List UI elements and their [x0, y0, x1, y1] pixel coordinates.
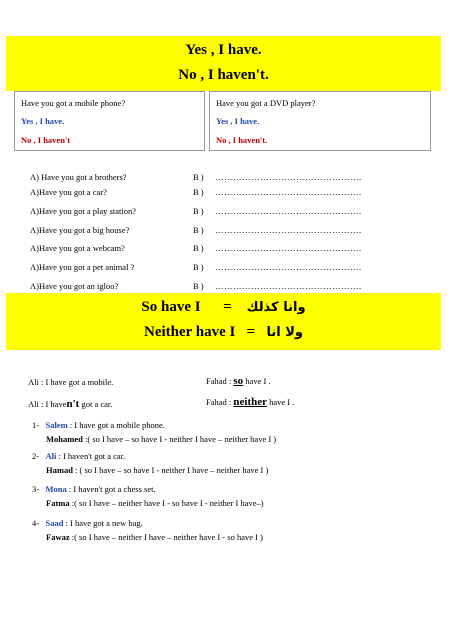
exercise-b-label: B ) — [193, 225, 204, 235]
dialog-ali-1: Ali : I have got a mobile. — [28, 377, 114, 387]
speaker-name: Ali — [45, 451, 57, 461]
example-no: No , I haven't — [21, 135, 71, 145]
example-question: Have you got a mobile phone? — [21, 98, 126, 108]
exercise-question: A)Have you got a big house? — [30, 225, 130, 235]
exercise-question: A)Have you got a webcam? — [30, 243, 125, 253]
equals-sign: = — [246, 324, 256, 340]
equals-sign: = — [223, 299, 232, 315]
speaker-label: Fahad : — [206, 397, 232, 407]
emphasis-word: so — [233, 375, 244, 387]
exercise-row — [30, 281, 430, 293]
item-number: 2- — [32, 451, 40, 461]
emphasis-word: n't — [66, 398, 80, 410]
item-2-response — [46, 465, 268, 475]
item-3-response — [46, 498, 264, 508]
exercise-row — [30, 243, 430, 255]
exercise-row — [30, 262, 430, 274]
exercise-row — [30, 206, 430, 218]
exercise-answer-blank[interactable]: …………………………………………. — [215, 243, 362, 253]
exercise-row — [30, 225, 430, 237]
statement-text: : I haven't got a car. — [56, 451, 126, 461]
item-1-response — [46, 434, 276, 444]
exercise-b-label: B ) — [193, 206, 204, 216]
responder-name: Hamad — [46, 465, 73, 475]
dialog-rest: have I . — [245, 376, 271, 386]
dialog-rest: got a car. — [81, 399, 113, 409]
exercise-answer-blank[interactable]: …………………………………………. — [215, 172, 362, 182]
exercise-b-label: B ) — [193, 243, 204, 253]
banner-neither-have-i — [6, 324, 441, 341]
phrase-arabic: ولا انا — [266, 325, 303, 340]
responder-name: Fatma — [46, 498, 70, 508]
response-options[interactable]: :( so I have – neither have I - so have I - neither I have–) — [69, 498, 264, 508]
item-4-response — [46, 532, 263, 542]
dialog-rest: have I . — [269, 397, 295, 407]
example-no: No , I haven't. — [216, 135, 268, 145]
item-1-statement — [32, 420, 165, 430]
emphasis-word: neither — [233, 396, 267, 408]
statement-text: : I have got a new bag. — [63, 518, 143, 528]
exercise-answer-blank[interactable]: …………………………………………. — [215, 225, 362, 235]
example-yes: Yes , I have. — [21, 116, 65, 126]
speaker-name: Mona — [45, 484, 67, 494]
response-options[interactable]: :( so I have – neither I have – neither have I - so have I ) — [69, 532, 263, 542]
responder-name: Mohamed — [46, 434, 83, 444]
exercise-answer-blank[interactable]: …………………………………………. — [215, 187, 362, 197]
exercise-b-label: B ) — [193, 262, 204, 272]
middle-banner — [6, 293, 441, 350]
dialog-start: Ali : I have — [28, 399, 67, 409]
dialog-fahad-2 — [206, 396, 294, 408]
banner-line-no: No , I haven't. — [178, 67, 269, 83]
banner-so-have-i — [6, 299, 441, 316]
item-number: 3- — [32, 484, 40, 494]
example-box-mobile — [14, 91, 205, 151]
exercise-row — [30, 187, 430, 199]
item-number: 1- — [32, 420, 40, 430]
phrase-english: So have I — [141, 299, 201, 315]
phrase-arabic: وانا كذلك — [246, 300, 306, 315]
exercise-question: A)Have you got a pet animal ? — [30, 262, 135, 272]
responder-name: Fawaz — [46, 532, 70, 542]
dialog-ali-2 — [28, 398, 112, 410]
exercise-question: A)Have you got an igloo? — [30, 281, 119, 291]
statement-text: : I have got a mobile phone. — [67, 420, 165, 430]
response-options[interactable]: : ( so I have – so have I - neither I have – neither have I ) — [72, 465, 269, 475]
item-2-statement — [32, 451, 125, 461]
exercise-b-label: B ) — [193, 281, 204, 291]
speaker-name: Salem — [45, 420, 68, 430]
exercise-answer-blank[interactable]: …………………………………………. — [215, 206, 362, 216]
item-3-statement — [32, 484, 156, 494]
exercise-b-label: B ) — [193, 187, 204, 197]
example-question: Have you got a DVD player? — [216, 98, 316, 108]
item-number: 4- — [32, 518, 40, 528]
speaker-label: Fahad : — [206, 376, 232, 386]
example-box-dvd — [209, 91, 431, 151]
statement-text: : I haven't got a chess set. — [66, 484, 156, 494]
exercise-answer-blank[interactable]: …………………………………………. — [215, 281, 362, 291]
exercise-question: A) Have you got a brothers? — [30, 172, 127, 182]
phrase-english: Neither have I — [144, 324, 236, 340]
item-4-statement — [32, 518, 143, 528]
exercise-b-label: B ) — [193, 172, 204, 182]
exercise-answer-blank[interactable]: …………………………………………. — [215, 262, 362, 272]
exercise-question: A)Have you got a play station? — [30, 206, 136, 216]
response-options[interactable]: :( so I have – so have I - neither I have – neither have I ) — [82, 434, 277, 444]
banner-line-yes: Yes , I have. — [185, 42, 262, 58]
speaker-name: Saad — [45, 518, 64, 528]
top-banner — [6, 36, 441, 91]
dialog-fahad-1 — [206, 375, 271, 387]
exercise-row — [30, 172, 430, 184]
exercise-question: A)Have you got a car? — [30, 187, 107, 197]
example-yes: Yes , I have. — [216, 116, 260, 126]
